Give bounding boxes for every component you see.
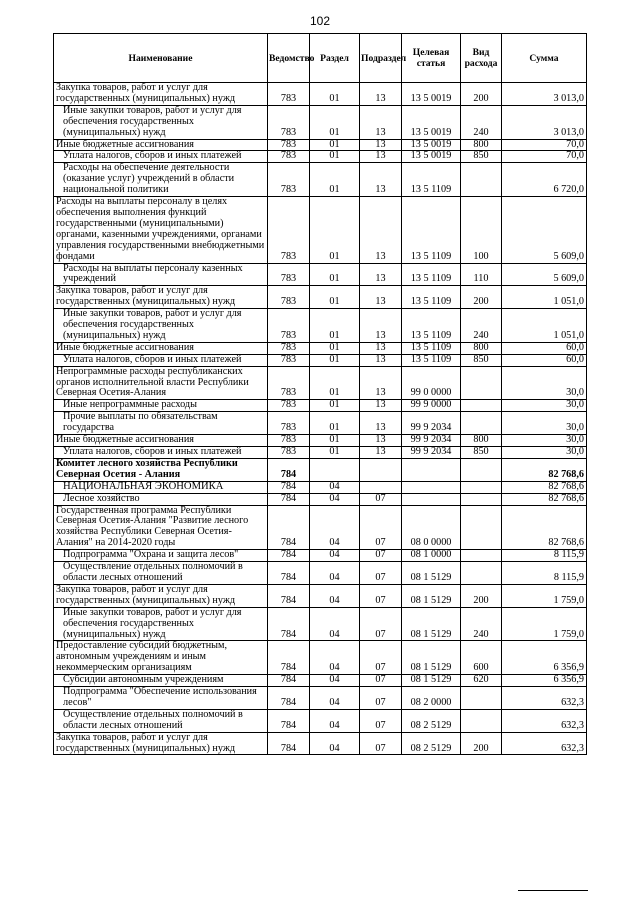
table-row [54, 732, 587, 755]
cell-dept: 784 [268, 458, 310, 481]
table-header-row [54, 34, 587, 83]
cell-name: Подпрограмма "Охрана и защита лесов" [54, 550, 268, 562]
cell-subsection: 13 [360, 342, 402, 354]
cell-name: Закупка товаров, работ и услуг для государственных (муниципальных) нужд [54, 732, 268, 755]
cell-name: Расходы на выплаты персоналу в целях обеспечения выполнения функций государственными (муниципальными) органами, казенными учреждениями, органами управления государственными внебюджетными фондами [54, 197, 268, 263]
cell-target: 99 9 2034 [402, 447, 461, 459]
cell-target: 08 1 5129 [402, 641, 461, 675]
cell-sum: 82 768,6 [502, 493, 587, 505]
cell-sum: 60,0 [502, 342, 587, 354]
cell-sum: 3 013,0 [502, 83, 587, 106]
cell-section: 04 [310, 675, 360, 687]
cell-section: 01 [310, 412, 360, 435]
table-row [54, 400, 587, 412]
cell-target: 08 2 0000 [402, 687, 461, 710]
cell-name: Осуществление отдельных полномочий в области лесных отношений [54, 709, 268, 732]
table-row [54, 562, 587, 585]
cell-dept: 783 [268, 83, 310, 106]
cell-target: 13 5 1109 [402, 163, 461, 197]
cell-expense: 240 [461, 309, 502, 343]
cell-expense: 850 [461, 354, 502, 366]
cell-name: Закупка товаров, работ и услуг для государственных (муниципальных) нужд [54, 83, 268, 106]
cell-target: 13 5 1109 [402, 309, 461, 343]
cell-section: 04 [310, 687, 360, 710]
cell-subsection: 13 [360, 151, 402, 163]
cell-target: 99 0 0000 [402, 366, 461, 400]
cell-section: 01 [310, 435, 360, 447]
cell-target: 13 5 1109 [402, 263, 461, 286]
cell-dept: 784 [268, 481, 310, 493]
cell-target: 99 9 0000 [402, 400, 461, 412]
table-row [54, 584, 587, 607]
table-row [54, 197, 587, 263]
cell-dept: 783 [268, 163, 310, 197]
cell-section: 04 [310, 562, 360, 585]
cell-sum: 30,0 [502, 435, 587, 447]
cell-expense: 600 [461, 641, 502, 675]
cell-sum: 82 768,6 [502, 458, 587, 481]
cell-section: 04 [310, 550, 360, 562]
cell-dept: 784 [268, 675, 310, 687]
cell-name: Расходы на обеспечение деятельности (оказание услуг) учреждений в области национальной политики [54, 163, 268, 197]
cell-name: Уплата налогов, сборов и иных платежей [54, 447, 268, 459]
cell-name: Расходы на выплаты персоналу казенных учреждений [54, 263, 268, 286]
cell-expense: 200 [461, 83, 502, 106]
cell-dept: 784 [268, 607, 310, 641]
table-row [54, 151, 587, 163]
cell-target: 08 1 5129 [402, 675, 461, 687]
cell-dept: 783 [268, 366, 310, 400]
table-row [54, 163, 587, 197]
cell-sum: 5 609,0 [502, 263, 587, 286]
cell-target: 08 1 5129 [402, 607, 461, 641]
cell-section: 01 [310, 139, 360, 151]
cell-section: 04 [310, 607, 360, 641]
cell-dept: 784 [268, 493, 310, 505]
cell-subsection: 07 [360, 505, 402, 550]
cell-sum: 632,3 [502, 687, 587, 710]
cell-sum: 1 759,0 [502, 584, 587, 607]
cell-expense: 200 [461, 584, 502, 607]
cell-subsection: 13 [360, 447, 402, 459]
table-row [54, 342, 587, 354]
cell-expense [461, 366, 502, 400]
budget-table [53, 33, 587, 755]
cell-target: 13 5 0019 [402, 151, 461, 163]
cell-section: 04 [310, 493, 360, 505]
cell-subsection: 13 [360, 83, 402, 106]
cell-dept: 783 [268, 309, 310, 343]
cell-dept: 783 [268, 447, 310, 459]
cell-dept: 784 [268, 550, 310, 562]
cell-subsection: 07 [360, 675, 402, 687]
cell-sum: 632,3 [502, 709, 587, 732]
cell-expense [461, 493, 502, 505]
cell-name: Уплата налогов, сборов и иных платежей [54, 151, 268, 163]
table-row [54, 286, 587, 309]
cell-sum: 30,0 [502, 412, 587, 435]
cell-dept: 783 [268, 354, 310, 366]
header-section: Раздел [310, 34, 360, 83]
table-row [54, 447, 587, 459]
cell-subsection: 13 [360, 435, 402, 447]
cell-subsection: 07 [360, 687, 402, 710]
cell-sum: 30,0 [502, 447, 587, 459]
table-row [54, 263, 587, 286]
cell-expense: 240 [461, 105, 502, 139]
cell-name: Иные закупки товаров, работ и услуг для обеспечения государственных (муниципальных) нужд [54, 309, 268, 343]
cell-target [402, 481, 461, 493]
cell-expense: 110 [461, 263, 502, 286]
cell-sum: 70,0 [502, 151, 587, 163]
cell-subsection: 13 [360, 105, 402, 139]
table-row [54, 493, 587, 505]
cell-subsection: 13 [360, 400, 402, 412]
cell-expense [461, 412, 502, 435]
cell-dept: 783 [268, 151, 310, 163]
cell-expense: 240 [461, 607, 502, 641]
cell-subsection: 07 [360, 607, 402, 641]
cell-name: Лесное хозяйство [54, 493, 268, 505]
cell-sum: 30,0 [502, 400, 587, 412]
table-row [54, 505, 587, 550]
cell-subsection: 13 [360, 286, 402, 309]
cell-expense [461, 400, 502, 412]
table-row [54, 458, 587, 481]
cell-section: 01 [310, 83, 360, 106]
cell-target: 08 1 5129 [402, 584, 461, 607]
table-row [54, 435, 587, 447]
cell-subsection: 07 [360, 641, 402, 675]
cell-expense [461, 505, 502, 550]
cell-dept: 783 [268, 286, 310, 309]
cell-name: Иные закупки товаров, работ и услуг для обеспечения государственных (муниципальных) нужд [54, 105, 268, 139]
cell-name: Иные бюджетные ассигнования [54, 435, 268, 447]
cell-dept: 783 [268, 139, 310, 151]
cell-sum: 8 115,9 [502, 550, 587, 562]
cell-name: Иные бюджетные ассигнования [54, 342, 268, 354]
cell-expense: 800 [461, 342, 502, 354]
cell-sum: 632,3 [502, 732, 587, 755]
table-row [54, 675, 587, 687]
cell-sum: 1 051,0 [502, 309, 587, 343]
cell-sum: 8 115,9 [502, 562, 587, 585]
cell-sum: 70,0 [502, 139, 587, 151]
cell-sum: 82 768,6 [502, 481, 587, 493]
cell-dept: 784 [268, 562, 310, 585]
cell-target: 99 9 2034 [402, 435, 461, 447]
cell-section: 01 [310, 197, 360, 263]
cell-sum: 1 051,0 [502, 286, 587, 309]
cell-name: Иные закупки товаров, работ и услуг для обеспечения государственных (муниципальных) нужд [54, 607, 268, 641]
cell-sum: 30,0 [502, 366, 587, 400]
cell-section: 01 [310, 342, 360, 354]
cell-dept: 784 [268, 709, 310, 732]
cell-expense: 850 [461, 447, 502, 459]
cell-section: 04 [310, 709, 360, 732]
header-sum: Сумма [502, 34, 587, 83]
cell-target: 13 5 0019 [402, 105, 461, 139]
cell-subsection: 07 [360, 562, 402, 585]
cell-expense [461, 163, 502, 197]
cell-section: 01 [310, 151, 360, 163]
cell-expense [461, 458, 502, 481]
cell-subsection: 07 [360, 550, 402, 562]
bottom-rule [518, 890, 588, 891]
cell-name: Государственная программа Республики Северная Осетия-Алания "Развитие лесного хозяйства Республики Северная Осетия-Алания" на 2014-2020 годы [54, 505, 268, 550]
cell-subsection [360, 458, 402, 481]
cell-subsection: 07 [360, 709, 402, 732]
cell-subsection: 13 [360, 163, 402, 197]
table-row [54, 641, 587, 675]
cell-name: Иные бюджетные ассигнования [54, 139, 268, 151]
cell-target: 13 5 1109 [402, 342, 461, 354]
cell-subsection: 07 [360, 493, 402, 505]
cell-section: 01 [310, 286, 360, 309]
cell-target: 08 0 0000 [402, 505, 461, 550]
cell-subsection: 07 [360, 732, 402, 755]
cell-name: Иные непрограммные расходы [54, 400, 268, 412]
header-dept: Ведомство [268, 34, 310, 83]
cell-section: 01 [310, 366, 360, 400]
cell-sum: 6 356,9 [502, 675, 587, 687]
cell-expense: 200 [461, 732, 502, 755]
cell-expense [461, 550, 502, 562]
table-row [54, 83, 587, 106]
cell-target: 08 2 5129 [402, 732, 461, 755]
cell-target: 13 5 0019 [402, 139, 461, 151]
cell-name: Прочие выплаты по обязательствам государства [54, 412, 268, 435]
cell-section: 01 [310, 263, 360, 286]
cell-target: 13 5 1109 [402, 354, 461, 366]
cell-target: 08 1 5129 [402, 562, 461, 585]
cell-section: 01 [310, 354, 360, 366]
cell-expense: 100 [461, 197, 502, 263]
cell-expense [461, 562, 502, 585]
cell-expense [461, 709, 502, 732]
cell-expense: 620 [461, 675, 502, 687]
cell-target: 08 1 0000 [402, 550, 461, 562]
cell-section: 04 [310, 732, 360, 755]
cell-name: Осуществление отдельных полномочий в области лесных отношений [54, 562, 268, 585]
cell-sum: 3 013,0 [502, 105, 587, 139]
cell-section: 04 [310, 505, 360, 550]
page-number: 102 [309, 14, 331, 28]
header-name: Наименование [54, 34, 268, 83]
cell-section: 01 [310, 105, 360, 139]
cell-name: Уплата налогов, сборов и иных платежей [54, 354, 268, 366]
header-expense: Вид расхода [461, 34, 502, 83]
cell-target [402, 458, 461, 481]
cell-expense: 200 [461, 286, 502, 309]
table-row [54, 709, 587, 732]
table-row [54, 309, 587, 343]
cell-name: Закупка товаров, работ и услуг для государственных (муниципальных) нужд [54, 286, 268, 309]
cell-section: 04 [310, 641, 360, 675]
cell-dept: 783 [268, 400, 310, 412]
cell-dept: 783 [268, 435, 310, 447]
table-row [54, 687, 587, 710]
cell-section: 01 [310, 309, 360, 343]
cell-target: 13 5 0019 [402, 83, 461, 106]
cell-dept: 783 [268, 412, 310, 435]
table-row [54, 481, 587, 493]
header-target: Целевая статья [402, 34, 461, 83]
table-row [54, 354, 587, 366]
cell-dept: 784 [268, 687, 310, 710]
cell-name: Подпрограмма "Обеспечение использования лесов" [54, 687, 268, 710]
cell-target: 13 5 1109 [402, 197, 461, 263]
cell-dept: 783 [268, 263, 310, 286]
cell-subsection: 13 [360, 309, 402, 343]
table-row [54, 105, 587, 139]
cell-subsection: 13 [360, 197, 402, 263]
cell-dept: 783 [268, 197, 310, 263]
cell-name: Субсидии автономным учреждениям [54, 675, 268, 687]
cell-sum: 6 356,9 [502, 641, 587, 675]
cell-subsection: 13 [360, 139, 402, 151]
cell-expense: 800 [461, 139, 502, 151]
cell-expense: 850 [461, 151, 502, 163]
cell-name: Предоставление субсидий бюджетным, автономным учреждениям и иным некоммерческим организациям [54, 641, 268, 675]
cell-dept: 783 [268, 105, 310, 139]
cell-name: Комитет лесного хозяйства Республики Северная Осетия - Алания [54, 458, 268, 481]
table-row [54, 139, 587, 151]
cell-expense [461, 481, 502, 493]
table-row [54, 366, 587, 400]
cell-dept: 784 [268, 505, 310, 550]
cell-target: 99 9 2034 [402, 412, 461, 435]
cell-subsection: 13 [360, 366, 402, 400]
cell-sum: 1 759,0 [502, 607, 587, 641]
cell-dept: 784 [268, 584, 310, 607]
cell-section: 04 [310, 481, 360, 493]
cell-subsection: 07 [360, 584, 402, 607]
table-row [54, 550, 587, 562]
header-subsection: Подраздел [360, 34, 402, 83]
cell-section [310, 458, 360, 481]
cell-section: 01 [310, 163, 360, 197]
cell-section: 04 [310, 584, 360, 607]
cell-target [402, 493, 461, 505]
cell-name: Закупка товаров, работ и услуг для государственных (муниципальных) нужд [54, 584, 268, 607]
cell-subsection [360, 481, 402, 493]
cell-name: НАЦИОНАЛЬНАЯ ЭКОНОМИКА [54, 481, 268, 493]
cell-expense [461, 687, 502, 710]
cell-dept: 784 [268, 641, 310, 675]
cell-dept: 784 [268, 732, 310, 755]
table-row [54, 607, 587, 641]
cell-sum: 82 768,6 [502, 505, 587, 550]
cell-target: 13 5 1109 [402, 286, 461, 309]
cell-name: Непрограммные расходы республиканских органов исполнительной власти Республики Северная Осетия-Алания [54, 366, 268, 400]
cell-subsection: 13 [360, 263, 402, 286]
cell-sum: 5 609,0 [502, 197, 587, 263]
table-row [54, 412, 587, 435]
cell-expense: 800 [461, 435, 502, 447]
cell-subsection: 13 [360, 412, 402, 435]
cell-sum: 6 720,0 [502, 163, 587, 197]
cell-dept: 783 [268, 342, 310, 354]
cell-section: 01 [310, 400, 360, 412]
cell-section: 01 [310, 447, 360, 459]
cell-target: 08 2 5129 [402, 709, 461, 732]
cell-sum: 60,0 [502, 354, 587, 366]
cell-subsection: 13 [360, 354, 402, 366]
